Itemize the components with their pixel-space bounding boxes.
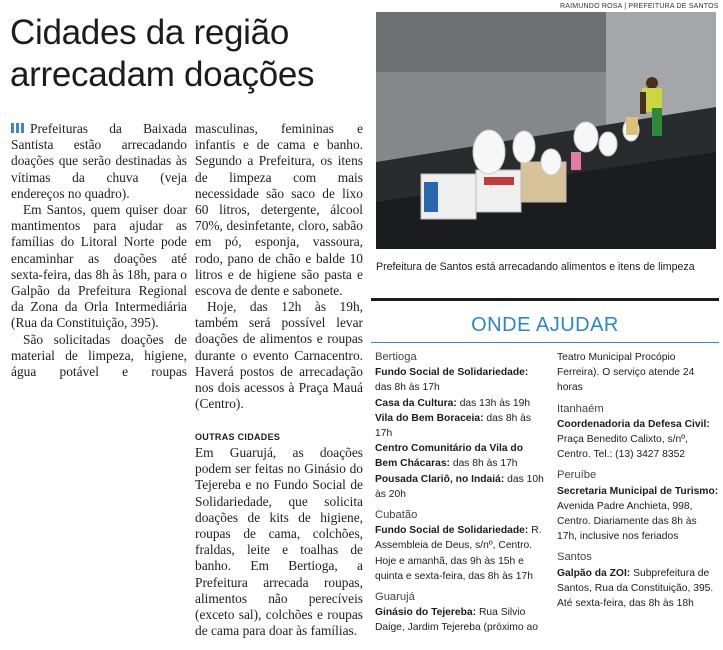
location-details: Praça Benedito Calixto, s/nº, Centro. Tel.: (13) 3427 8352 [557, 434, 688, 461]
location-entry [375, 396, 545, 411]
location-entry [375, 365, 545, 395]
location-details: das 13h às 19h [456, 397, 531, 409]
location-entry [375, 411, 545, 441]
location-details: das 8h às 17h [375, 412, 532, 440]
location-details: Avenida Padre Anchieta, 998, Centro. Diariamente das 8h às 17h, inclusive nos feriados [557, 500, 697, 543]
city-heading: Peruíbe [557, 469, 597, 482]
subhead-outras-cidades: OUTRAS CIDADES [195, 432, 281, 442]
location-entry [557, 484, 719, 545]
location-name: Fundo Social de Solidariedade: [375, 525, 529, 537]
location-entry [557, 417, 719, 463]
photo-illustration [376, 12, 716, 249]
location-name: Pousada Clariô, no Indaiá: [375, 473, 505, 485]
location-details: Teatro Municipal Procópio Ferreira). O serviço atende 24 horas [557, 352, 695, 394]
city-heading: Bertioga [375, 351, 417, 363]
location-entry [375, 441, 545, 471]
location-entry [375, 472, 545, 502]
location-name: Centro Comunitário da Vila do Bem Chácaras: [375, 443, 523, 470]
location-entry [375, 523, 545, 584]
city-heading: Itanhaém [557, 402, 604, 415]
box-title: ONDE AJUDAR [471, 314, 619, 336]
location-details: R. Assembleia de Deus, s/nº, Centro. Hoje e amanhã, das 9h às 15h e quinta e sexta-feira, das 8h às 17h [375, 525, 542, 582]
city-heading: Santos [557, 551, 592, 564]
box-title-rule [371, 342, 719, 343]
location-details: das 8h às 17h [375, 382, 440, 394]
location-name: Ginásio do Tejereba: [375, 607, 477, 619]
location-entry [557, 566, 719, 612]
location-details: das 8h às 17h [449, 458, 518, 470]
location-name: Fundo Social de Solidariedade: [375, 367, 529, 379]
location-entry [557, 350, 719, 396]
section-marker-icon [11, 121, 26, 137]
location-details: Subprefeitura de Santos, Rua da Constituição, 395. Até sexta-feira, das 8h às 18h [557, 567, 714, 610]
article-column-2 [195, 121, 363, 412]
city-heading: Cubatão [375, 509, 418, 522]
article-paragraph-1: Prefeituras da Baixada Santista estão arrecadando doações que serão destinadas às vítimas da chuva (veja endereços no quadro). [11, 121, 187, 201]
location-details: Rua Silvio Daige, Jardim Tejereba (próximo ao [375, 607, 538, 634]
article-paragraph-4: Hoje, das 12h às 19h, também será possível levar doações de alimentos e roupas durante o evento Carnacentro. Haverá postos de arrecadação nos dois acessos à Praça Mauá (Centro). [195, 299, 363, 412]
headline: Cidades da região arrecadam doações [10, 13, 315, 94]
box-column-1 [375, 350, 545, 636]
location-details: das 10h às 20h [375, 473, 544, 500]
location-name: Casa da Cultura: [375, 397, 457, 409]
donations-photo [376, 12, 716, 249]
article-paragraph-2: Em Santos, quem quiser doar mantimentos para ajudar as famílias do Litoral Norte pode encaminhar as doações até sexta-feira, das 8h às 18h, para o Galpão da Prefeitura Regional da Zona da Orla Intermediária (Rua da Constituição, 395). [11, 202, 187, 331]
article-paragraph-5: Em Guarujá, as doações podem ser feitas no Ginásio do Tejereba e no Fundo Social de Solidariedade, que solicita doações de kits de higiene, roupas de cama, colchões, fraldas, leite e toalhas de banho. Em Bertioga, a Prefeitura arrecada roupas, alimentos não perecíveis (exceto sal), colchões e roupas de cama para doar às famílias. [195, 445, 363, 639]
article-column-2b [195, 445, 363, 639]
location-name: Vila do Bem Boraceia: [375, 412, 484, 424]
photo-caption: Prefeitura de Santos está arrecadando alimentos e itens de limpeza [376, 261, 695, 273]
article-paragraph-3-flow: masculinas, femininas e infantis e de cama e banho. Segundo a Prefeitura, os itens de limpeza com mais necessidade são saco de lixo 60 litros, detergente, álcool 70%, desinfetante, cloro, sabão em pó, esponja, vassoura, rodo, pano de chão e balde 10 litros e de higiene são pasta e escova de dente e sabonete. [195, 121, 363, 299]
article-column-1 [11, 121, 187, 382]
photo-credit: RAIMUNDO ROSA | PREFEITURA DE SANTOS [560, 3, 719, 10]
article-paragraph-3: São solicitadas doações de material de limpeza, higiene, água potável e roupas [11, 331, 187, 380]
city-heading: Guarujá [375, 591, 415, 604]
location-name: Coordenadoria da Defesa Civil: [557, 418, 710, 430]
article-paragraph-3-continued [195, 121, 363, 299]
location-entry [375, 605, 545, 635]
box-column-2 [557, 350, 719, 611]
location-name: Galpão da ZOI: [557, 567, 631, 579]
box-top-rule [371, 298, 719, 301]
location-name: Secretaria Municipal de Turismo: [557, 485, 719, 497]
